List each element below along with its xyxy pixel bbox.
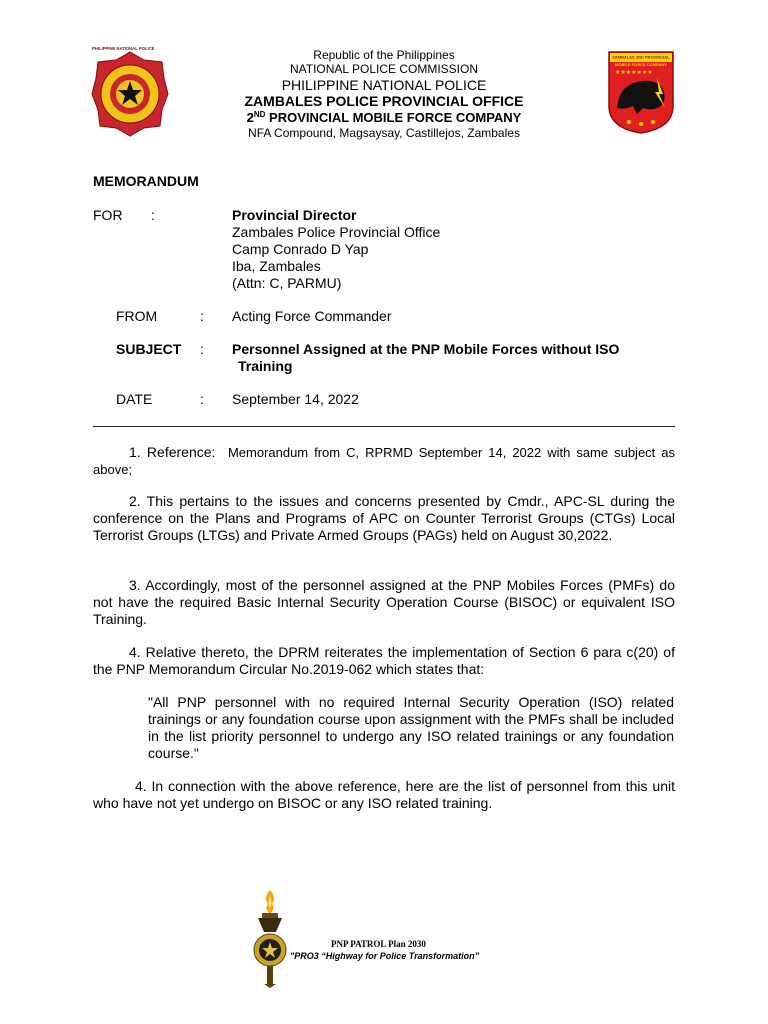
from-value: Acting Force Commander bbox=[232, 308, 392, 324]
header-pnp: PHILIPPINE NATIONAL POLICE bbox=[281, 77, 487, 93]
header-provincial-office: ZAMBALES POLICE PROVINCIAL OFFICE bbox=[244, 93, 524, 109]
for-city: Iba, Zambales bbox=[232, 258, 321, 274]
black-panther-badge-icon bbox=[607, 50, 675, 134]
for-recipient: Provincial Director bbox=[232, 207, 357, 223]
header-divider bbox=[93, 426, 675, 427]
for-office: Zambales Police Provincial Office bbox=[232, 224, 441, 240]
svg-text:MOBILE FORCE COMPANY: MOBILE FORCE COMPANY bbox=[615, 62, 667, 67]
for-camp: Camp Conrado D Yap bbox=[232, 241, 369, 257]
svg-text:ZAMBALES 2ND PROVINCIAL: ZAMBALES 2ND PROVINCIAL bbox=[612, 54, 670, 60]
for-attn: (Attn: C, PARMU) bbox=[232, 275, 342, 291]
date-label: DATE bbox=[116, 391, 153, 407]
svg-text:PHILIPPINE NATIONAL POLICE: PHILIPPINE NATIONAL POLICE bbox=[92, 46, 155, 51]
header-republic: Republic of the Philippines bbox=[313, 48, 455, 62]
subject-colon: : bbox=[200, 341, 204, 357]
subject-label: SUBJECT bbox=[116, 341, 182, 357]
subject-line-2: Training bbox=[238, 358, 293, 374]
quote-circular: "All PNP personnel with no required Internal Security Operation (ISO) related trainings or any foundation course upon assignment with the PMFs shall be included in the list priority personnel to undergo any ISO related trainings or any foundation course." bbox=[148, 694, 674, 761]
for-colon: : bbox=[151, 207, 155, 223]
for-label: FOR bbox=[93, 207, 123, 223]
date-colon: : bbox=[200, 391, 204, 407]
paragraph-personnel: 3. Accordingly, most of the personnel assigned at the PNP Mobiles Forces (PMFs) do not have the required Basic Internal Security Operation Course (BISOC) or equivalent ISO Training. bbox=[93, 577, 675, 627]
paragraph-list: 4. In connection with the above reference, here are the list of personnel from this unit who have not yet undergo on BISOC or any ISO related training. bbox=[93, 778, 675, 811]
paragraph-reference: 1. Reference: Memorandum from C, RPRMD September 14, 2022 with same subject as above; bbox=[93, 444, 675, 477]
header-address: NFA Compound, Magsaysay, Castillejos, Zambales bbox=[248, 126, 520, 140]
pnp-seal-icon bbox=[92, 46, 168, 138]
from-label: FROM bbox=[116, 308, 158, 324]
paragraph-issues: 2. This pertains to the issues and concerns presented by Cmdr., APC-SL during the conference on the Plans and Programs of APC on Counter Terrorist Groups (CTGs) Local Terrorist Groups (LTGs) and Private Armed Groups (PAGs) held on August 30,2022. bbox=[93, 493, 675, 543]
footer-patrol-plan: PNP PATROL Plan 2030 bbox=[331, 939, 426, 949]
header-napolcom: NATIONAL POLICE COMMISSION bbox=[289, 62, 479, 76]
memo-heading: MEMORANDUM bbox=[93, 173, 199, 189]
footer-slogan: "PRO3 “Highway for Police Transformation” bbox=[290, 951, 480, 961]
pnp-patrol-torch-icon bbox=[250, 888, 290, 988]
paragraph-dprm: 4. Relative thereto, the DPRM reiterates the implementation of Section 6 para c(20) of the PNP Memorandum Circular No.2019-062 which states that: bbox=[93, 644, 675, 677]
from-colon: : bbox=[200, 308, 204, 324]
header-company: 2ND PROVINCIAL MOBILE FORCE COMPANY bbox=[246, 110, 522, 125]
svg-text:★★★★★★★: ★★★★★★★ bbox=[615, 70, 653, 76]
date-value: September 14, 2022 bbox=[232, 391, 359, 407]
subject-line-1: Personnel Assigned at the PNP Mobile Forces without ISO bbox=[232, 341, 620, 357]
